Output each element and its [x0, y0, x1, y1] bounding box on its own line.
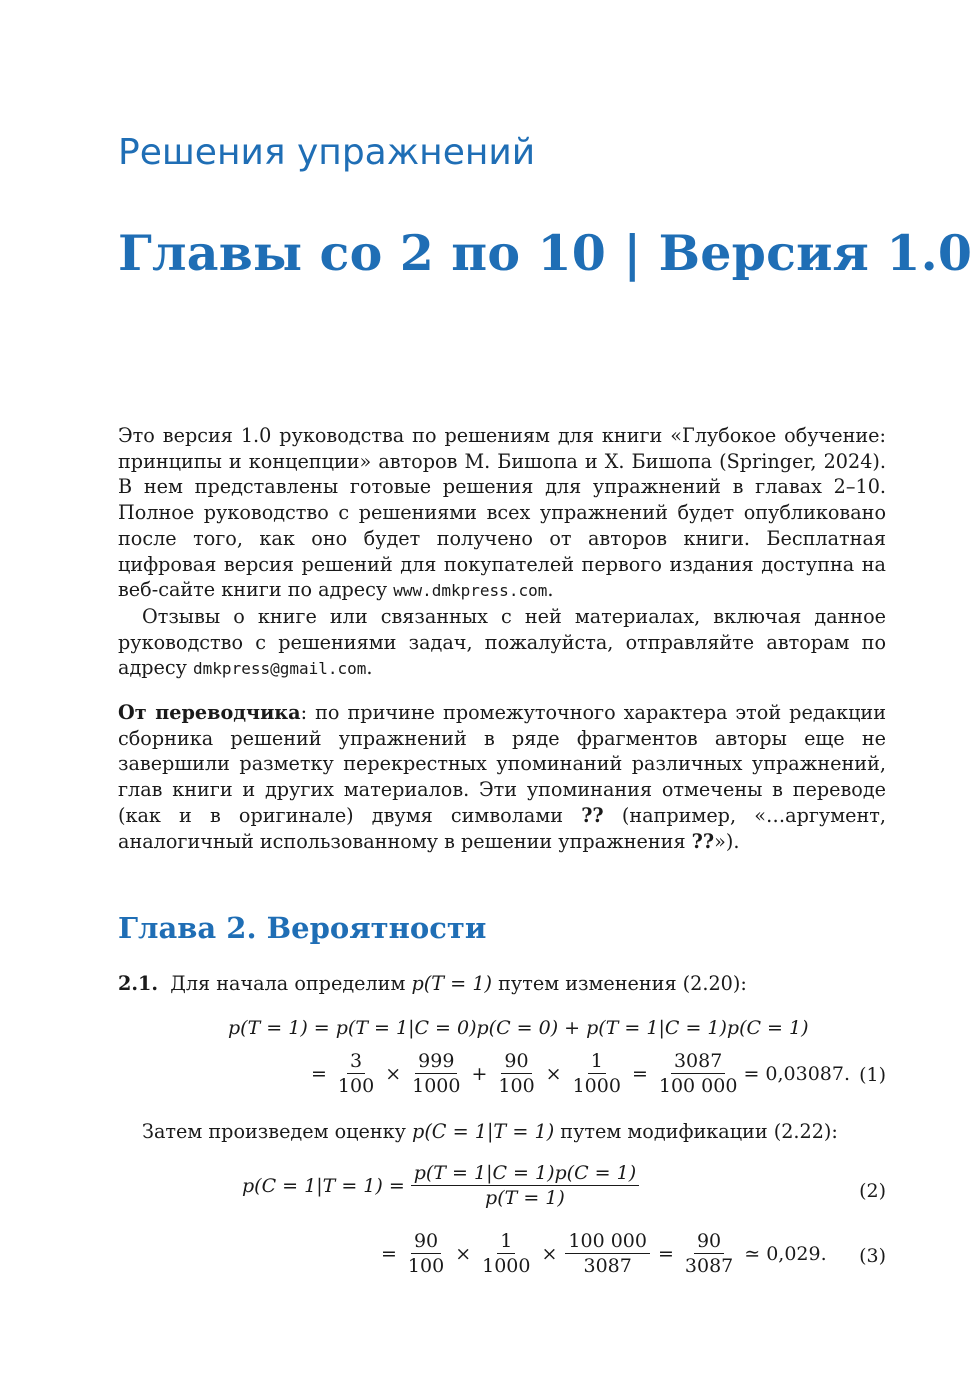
translator-text: : по причине промежуточного характера этой редакции сборника решений упражнений в ряде фрагментов авторы еще не завершили разметку перекрестных упоминаний различных упражнений, глав книги и других материалов. Эти упоминания отмечены в переводе (как и в оригинале) двумя символами	[118, 701, 886, 827]
denominator: p(T = 1)	[485, 1187, 565, 1209]
fraction	[570, 1050, 624, 1097]
website-link[interactable]: www.dmkpress.com	[393, 581, 548, 601]
fraction	[411, 1162, 639, 1209]
crossref-marker: ??	[581, 803, 604, 827]
numerator: 90	[411, 1230, 441, 1254]
intro-paragraph-2	[118, 604, 886, 682]
translator-text-2: (например, «…аргумент, аналогичный использованному в решении упражнения	[118, 803, 886, 853]
fraction	[495, 1050, 537, 1097]
denominator: 3087	[583, 1255, 632, 1277]
denominator: 100	[337, 1075, 375, 1097]
equation-1-line-1: p(T = 1) = p(T = 1|C = 0)p(C = 0) + p(T = 1|C = 1)p(C = 1)	[228, 1017, 809, 1039]
intro-section	[118, 423, 886, 682]
fraction	[682, 1230, 736, 1277]
equals-sign: =	[311, 1062, 327, 1085]
times-sign: ×	[541, 1242, 558, 1265]
equation-3-number: (3)	[859, 1245, 886, 1267]
numerator: 90	[501, 1050, 531, 1074]
exercise-text-2: путем изменения (2.20):	[492, 972, 747, 995]
fraction	[409, 1050, 463, 1097]
fraction	[405, 1230, 447, 1277]
fraction	[565, 1230, 650, 1277]
times-sign: ×	[545, 1062, 562, 1085]
equation-1-number: (1)	[859, 1064, 886, 1086]
equation-3-result: ≃ 0,029.	[744, 1242, 827, 1265]
feedback-text: Отзывы о книге или связанных с ней материалах, включая данное руководство с решениями задач, пожалуйста, отправляйте авторам по адресу	[118, 604, 886, 680]
denominator: 100	[407, 1255, 445, 1277]
numerator: 999	[415, 1050, 457, 1074]
modification-text-2: путем модификации (2.22):	[554, 1120, 838, 1143]
intro-paragraph-1	[118, 423, 886, 604]
denominator: 100 000	[658, 1075, 738, 1097]
chapter-heading: Глава 2. Вероятности	[118, 911, 487, 945]
exercise-expression: p(T = 1)	[411, 972, 493, 995]
times-sign: ×	[385, 1062, 402, 1085]
numerator: 3087	[671, 1050, 725, 1074]
denominator: 100	[498, 1075, 535, 1097]
denominator: 1000	[482, 1255, 531, 1277]
equals-sign: =	[381, 1242, 397, 1265]
fraction	[479, 1230, 533, 1277]
exercise-intro	[118, 971, 886, 997]
modification-text: Затем произведем оценку	[142, 1120, 413, 1143]
numerator: 100 000	[565, 1230, 650, 1254]
crossref-marker-2: ??	[691, 829, 715, 853]
times-sign: ×	[455, 1242, 472, 1265]
plus-sign: +	[471, 1062, 488, 1085]
translator-label: От переводчика	[118, 701, 301, 724]
fraction	[656, 1050, 741, 1097]
exercise-text: Для начала определим	[170, 972, 412, 995]
numerator: 3	[347, 1050, 365, 1074]
denominator: 1000	[572, 1075, 621, 1097]
equals-sign: =	[657, 1242, 674, 1265]
email-link[interactable]: dmkpress@gmail.com	[193, 659, 367, 679]
intro-text-end: .	[547, 578, 554, 602]
page	[118, 0, 973, 1388]
feedback-text-end: .	[366, 656, 373, 680]
equation-2	[242, 1162, 642, 1209]
translator-text-3: »).	[714, 829, 740, 853]
denominator: 3087	[684, 1255, 734, 1277]
intro-text: Это версия 1.0 руководства по решениям для книги «Глубокое обучение: принципы и концепции» авторов М. Бишопа и Х. Бишопа (Springer, 2024). В нем представлены готовые решения для упражнений в главах 2–10. Полное руководство с решениями всех упражнений будет опубликовано после того, как оно будет получено от авторов книги. Бесплатная цифровая версия решений для покупателей первого издания доступна на веб-сайте книги по адресу	[118, 424, 886, 602]
modification-intro	[142, 1119, 886, 1145]
fraction	[335, 1050, 377, 1097]
denominator: 1000	[412, 1075, 461, 1097]
modification-expression: p(C = 1|T = 1)	[412, 1120, 555, 1143]
equation-3	[376, 1230, 827, 1277]
numerator: 1	[497, 1230, 515, 1254]
translator-paragraph	[118, 700, 886, 854]
equals-sign: =	[631, 1062, 648, 1085]
exercise-number: 2.1.	[118, 972, 159, 995]
equation-1-line-2	[306, 1050, 850, 1097]
equation-2-number: (2)	[859, 1180, 886, 1202]
equation-1-result: = 0,03087.	[743, 1062, 851, 1085]
numerator: 90	[694, 1230, 724, 1254]
numerator: p(T = 1|C = 1)p(C = 1)	[411, 1162, 639, 1186]
document-suptitle: Решения упражнений	[118, 132, 536, 173]
translator-note	[118, 700, 886, 854]
equation-2-lhs: p(C = 1|T = 1) =	[242, 1174, 405, 1197]
document-title: Главы со 2 по 10 | Версия 1.0	[118, 224, 973, 282]
numerator: 1	[588, 1050, 606, 1074]
